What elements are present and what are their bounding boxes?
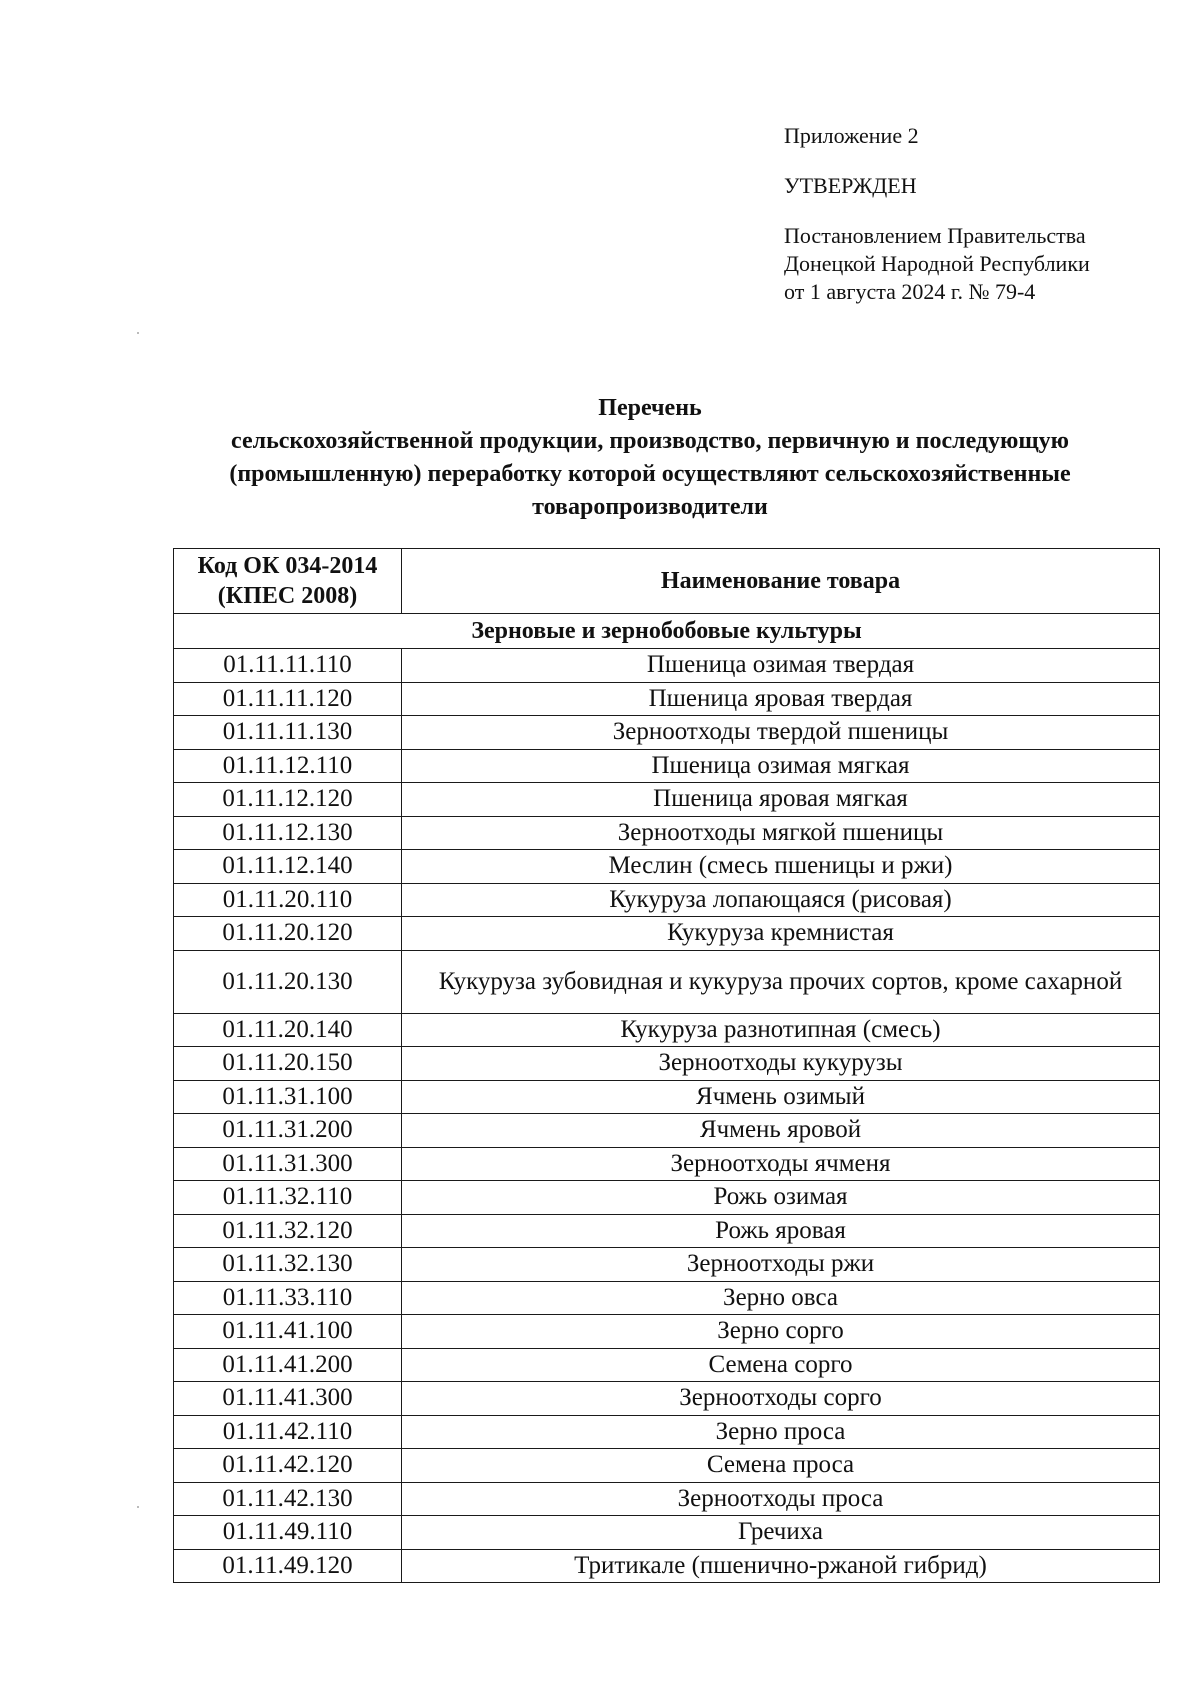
product-code: 01.11.20.130 [174,950,402,1013]
product-code: 01.11.12.120 [174,783,402,817]
table-row [174,716,1160,750]
decree-line-3: от 1 августа 2024 г. № 79-4 [784,279,1036,304]
table-row [174,917,1160,951]
table-row [174,1214,1160,1248]
table-row [174,682,1160,716]
table-row [174,1114,1160,1148]
product-name: Рожь озимая [402,1181,1160,1215]
table-row [174,1248,1160,1282]
product-code: 01.11.11.120 [174,682,402,716]
product-name: Ячмень яровой [402,1114,1160,1148]
product-name: Зерноотходы сорго [402,1382,1160,1416]
product-name: Пшеница озимая твердая [402,649,1160,683]
product-code: 01.11.41.200 [174,1348,402,1382]
product-code: 01.11.11.110 [174,649,402,683]
header-name: Наименование товара [402,549,1160,614]
product-name: Пшеница яровая мягкая [402,783,1160,817]
table-row [174,749,1160,783]
table-header-row [174,549,1160,614]
table-row [174,1013,1160,1047]
scan-speck [137,1506,139,1508]
table-row [174,883,1160,917]
appendix-label: Приложение 2 [784,123,919,148]
header-code-line-1: Код ОК 034-2014 [197,553,378,579]
product-code: 01.11.42.120 [174,1449,402,1483]
title-line-1: Перечень [598,395,702,421]
scan-speck [137,332,139,334]
table-row [174,1549,1160,1583]
product-name: Тритикале (пшенично-ржаной гибрид) [402,1549,1160,1583]
product-code: 01.11.12.130 [174,816,402,850]
product-code: 01.11.31.300 [174,1147,402,1181]
table-row [174,950,1160,1013]
product-name: Кукуруза разнотипная (смесь) [402,1013,1160,1047]
product-code: 01.11.33.110 [174,1281,402,1315]
product-code: 01.11.31.100 [174,1080,402,1114]
table-row [174,1382,1160,1416]
goods-table [173,548,1160,1583]
section-row [174,614,1160,649]
product-name: Семена сорго [402,1348,1160,1382]
title-line-4: товаропроизводители [532,494,768,520]
product-code: 01.11.20.150 [174,1047,402,1081]
product-name: Зерноотходы мягкой пшеницы [402,816,1160,850]
table-row [174,1080,1160,1114]
product-code: 01.11.32.110 [174,1181,402,1215]
product-name: Ячмень озимый [402,1080,1160,1114]
table-row [174,816,1160,850]
product-name: Зерно проса [402,1415,1160,1449]
product-name: Зерноотходы ячменя [402,1147,1160,1181]
table-row [174,1181,1160,1215]
product-name: Зерноотходы твердой пшеницы [402,716,1160,750]
product-code: 01.11.20.140 [174,1013,402,1047]
product-code: 01.11.49.110 [174,1516,402,1550]
title-line-2: сельскохозяйственной продукции, производство, первичную и последующую [231,428,1069,454]
table-row [174,783,1160,817]
product-code: 01.11.12.110 [174,749,402,783]
product-code: 01.11.32.120 [174,1214,402,1248]
approval-block [784,122,1184,306]
product-name: Зерноотходы проса [402,1482,1160,1516]
title-line-3: (промышленную) переработку которой осуществляют сельскохозяйственные [229,461,1071,487]
product-name: Кукуруза лопающаяся (рисовая) [402,883,1160,917]
product-name: Зерноотходы ржи [402,1248,1160,1282]
product-name: Меслин (смесь пшеницы и ржи) [402,850,1160,884]
header-code-line-2: (КПЕС 2008) [217,583,358,609]
product-name: Гречиха [402,1516,1160,1550]
product-code: 01.11.20.110 [174,883,402,917]
table-row [174,1315,1160,1349]
table-row [174,1047,1160,1081]
approved-label: УТВЕРЖДЕН [784,173,917,198]
document-title [150,392,1150,524]
product-code: 01.11.11.130 [174,716,402,750]
section-title: Зерновые и зернобобовые культуры [174,614,1160,649]
product-code: 01.11.20.120 [174,917,402,951]
product-code: 01.11.12.140 [174,850,402,884]
product-code: 01.11.31.200 [174,1114,402,1148]
table-row [174,1348,1160,1382]
product-code: 01.11.42.110 [174,1415,402,1449]
table-row [174,1516,1160,1550]
table-row [174,1482,1160,1516]
product-code: 01.11.41.100 [174,1315,402,1349]
table-row [174,1449,1160,1483]
product-code: 01.11.42.130 [174,1482,402,1516]
product-name: Рожь яровая [402,1214,1160,1248]
table-row [174,850,1160,884]
decree-line-2: Донецкой Народной Республики [784,251,1090,276]
product-name: Пшеница озимая мягкая [402,749,1160,783]
product-name: Зерно овса [402,1281,1160,1315]
product-code: 01.11.32.130 [174,1248,402,1282]
product-name: Зерноотходы кукурузы [402,1047,1160,1081]
table-row [174,1415,1160,1449]
decree-line-1: Постановлением Правительства [784,223,1086,248]
product-name: Кукуруза зубовидная и кукуруза прочих сортов, кроме сахарной [402,950,1160,1013]
table-row [174,649,1160,683]
table-row [174,1147,1160,1181]
table-row [174,1281,1160,1315]
product-code: 01.11.49.120 [174,1549,402,1583]
header-code [174,549,402,614]
product-code: 01.11.41.300 [174,1382,402,1416]
product-name: Семена проса [402,1449,1160,1483]
product-name: Кукуруза кремнистая [402,917,1160,951]
product-name: Зерно сорго [402,1315,1160,1349]
product-name: Пшеница яровая твердая [402,682,1160,716]
